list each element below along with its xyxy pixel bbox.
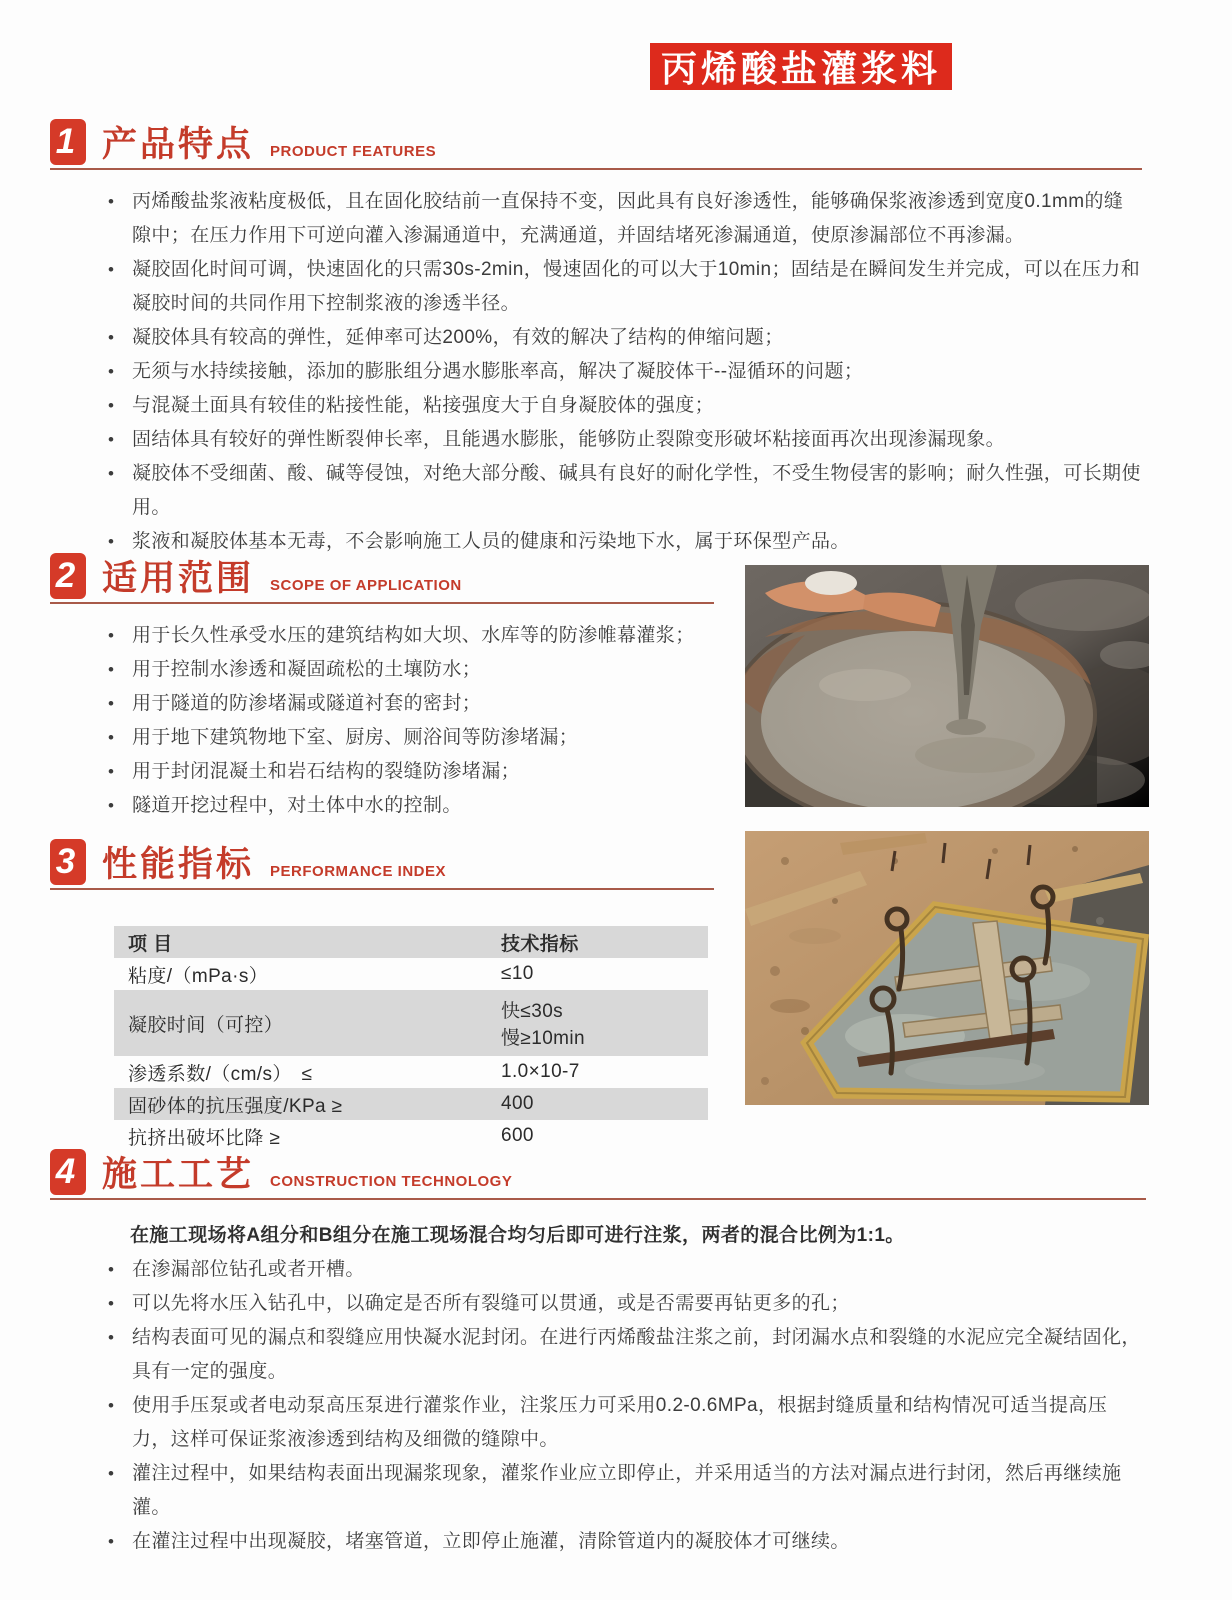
section-subtitle: PRODUCT FEATURES [270, 143, 437, 160]
table-header-row [114, 926, 708, 958]
section-title: 施工工艺 [102, 1155, 255, 1194]
section-number-badge: 3 [50, 839, 86, 885]
value-line-slow: 慢≥10min [501, 1028, 585, 1049]
table-cell-value: 1.0×10-7 [501, 1061, 580, 1082]
list-item: • 灌注过程中，如果结构表面出现漏浆现象，灌浆作业应立即停止，并采用适当的方法对漏点进行封闭，然后再继续施灌。 [106, 1457, 1146, 1525]
list-item: • 在灌注过程中出现凝胶，堵塞管道，立即停止施灌，清除管道内的凝胶体才可继续。 [106, 1525, 1146, 1559]
list-item: • 用于封闭混凝土和岩石结构的裂缝防渗堵漏； [106, 755, 714, 789]
list-item: • 用于地下建筑物地下室、厨房、厕浴间等防渗堵漏； [106, 721, 714, 755]
list-item: • 凝胶固化时间可调，快速固化的只需30s-2min，慢速固化的可以大于10min；固结是在瞬间发生并完成，可以在压力和凝胶时间的共同作用下控制浆液的渗透半径。 [106, 253, 1142, 321]
table-row [114, 958, 708, 990]
table-row [114, 1120, 708, 1152]
value-line-fast: 快≤30s [501, 1001, 564, 1022]
table-cell-value [487, 990, 708, 1056]
section-header [50, 839, 714, 890]
section-number-badge: 2 [50, 553, 86, 599]
table-row [114, 1056, 708, 1088]
list-item: • 用于隧道的防渗堵漏或隧道衬套的密封； [106, 687, 714, 721]
section-number-badge: 1 [50, 119, 86, 165]
list-item: • 无须与水持续接触，添加的膨胀组分遇水膨胀率高，解决了凝胶体干--湿循环的问题； [106, 355, 1142, 389]
mixing-ratio-note: 在施工现场将A组分和B组分在施工现场混合均匀后即可进行注浆，两者的混合比例为1:1。 [130, 1225, 905, 1246]
product-title-badge: 丙烯酸盐灌浆料 [650, 43, 952, 90]
formwork-grouting-photo [745, 831, 1149, 1105]
performance-table [114, 926, 708, 1152]
list-item: • 与混凝土面具有较佳的粘接性能，粘接强度大于自身凝胶体的强度； [106, 389, 1142, 423]
table-cell-value: 400 [501, 1093, 534, 1114]
list-item: • 在渗漏部位钻孔或者开槽。 [106, 1253, 1146, 1287]
section-title: 适用范围 [102, 559, 255, 598]
column-header-value: 技术指标 [501, 933, 579, 955]
table-cell-value: ≤10 [501, 963, 534, 984]
grout-mixing-photo [745, 565, 1149, 807]
section-scope-of-application [50, 553, 714, 823]
section-title: 产品特点 [102, 125, 255, 164]
table-row [114, 990, 708, 1056]
list-item: • 使用手压泵或者电动泵高压泵进行灌浆作业，注浆压力可采用0.2-0.6MPa，根据封缝质量和结构情况可适当提高压力，这样可保证浆液渗透到结构及细微的缝隙中。 [106, 1389, 1146, 1457]
list-item: • 隧道开挖过程中，对土体中水的控制。 [106, 789, 714, 823]
list-item: • 可以先将水压入钻孔中，以确定是否所有裂缝可以贯通，或是否需要再钻更多的孔； [106, 1287, 1146, 1321]
grout-slurry-surface [761, 631, 1065, 807]
section-subtitle: PERFORMANCE INDEX [270, 863, 447, 880]
section-header [50, 1149, 1146, 1200]
table-cell-value: 600 [501, 1125, 534, 1146]
section-number-badge: 4 [50, 1149, 86, 1195]
list-item: • 用于控制水渗透和凝固疏松的土壤防水； [106, 653, 714, 687]
list-item: • 结构表面可见的漏点和裂缝应用快凝水泥封闭。在进行丙烯酸盐注浆之前，封闭漏水点和裂缝的水泥应完全凝结固化，具有一定的强度。 [106, 1321, 1146, 1389]
section-subtitle: CONSTRUCTION TECHNOLOGY [270, 1173, 513, 1190]
table-cell-item: 渗透系数/（cm/s） ≤ [128, 1063, 313, 1085]
section-title: 性能指标 [102, 845, 255, 884]
table-cell-item: 固砂体的抗压强度/KPa ≥ [128, 1095, 343, 1117]
list-item: • 浆液和凝胶体基本无毒，不会影响施工人员的健康和污染地下水，属于环保型产品。 [106, 525, 1142, 559]
list-item: • 固结体具有较好的弹性断裂伸长率，且能遇水膨胀，能够防止裂隙变形破坏粘接面再次出现渗漏现象。 [106, 423, 1142, 457]
section-header [50, 553, 714, 604]
application-list [50, 619, 714, 823]
list-item: • 凝胶体具有较高的弹性，延伸率可达200%，有效的解决了结构的伸缩问题； [106, 321, 1142, 355]
feature-list [50, 185, 1142, 559]
list-item: • 凝胶体不受细菌、酸、碱等侵蚀，对绝大部分酸、碱具有良好的耐化学性，不受生物侵害的影响；耐久性强，可长期使用。 [106, 457, 1142, 525]
column-header-item: 项 目 [128, 933, 173, 955]
list-item: • 丙烯酸盐浆液粘度极低，且在固化胶结前一直保持不变，因此具有良好渗透性，能够确保浆液渗透到宽度0.1mm的缝隙中；在压力作用下可逆向灌入渗漏通道中，充满通道，并固结堵死渗漏通道，使原渗漏部位不再渗漏。 [106, 185, 1142, 253]
table-cell-item: 凝胶时间（可控） [128, 1014, 284, 1036]
list-item: • 用于长久性承受水压的建筑结构如大坝、水库等的防渗帷幕灌浆； [106, 619, 714, 653]
section-subtitle: SCOPE OF APPLICATION [270, 577, 462, 594]
table-cell-item: 粘度/（mPa·s） [128, 965, 269, 987]
section-header [50, 119, 1142, 170]
table-row [114, 1088, 708, 1120]
section-product-features [50, 119, 1142, 559]
table-cell-item: 抗挤出破坏比降 ≥ [128, 1127, 281, 1149]
section-performance-index [50, 839, 714, 1152]
process-list [50, 1253, 1146, 1559]
section-construction-technology [50, 1149, 1146, 1559]
